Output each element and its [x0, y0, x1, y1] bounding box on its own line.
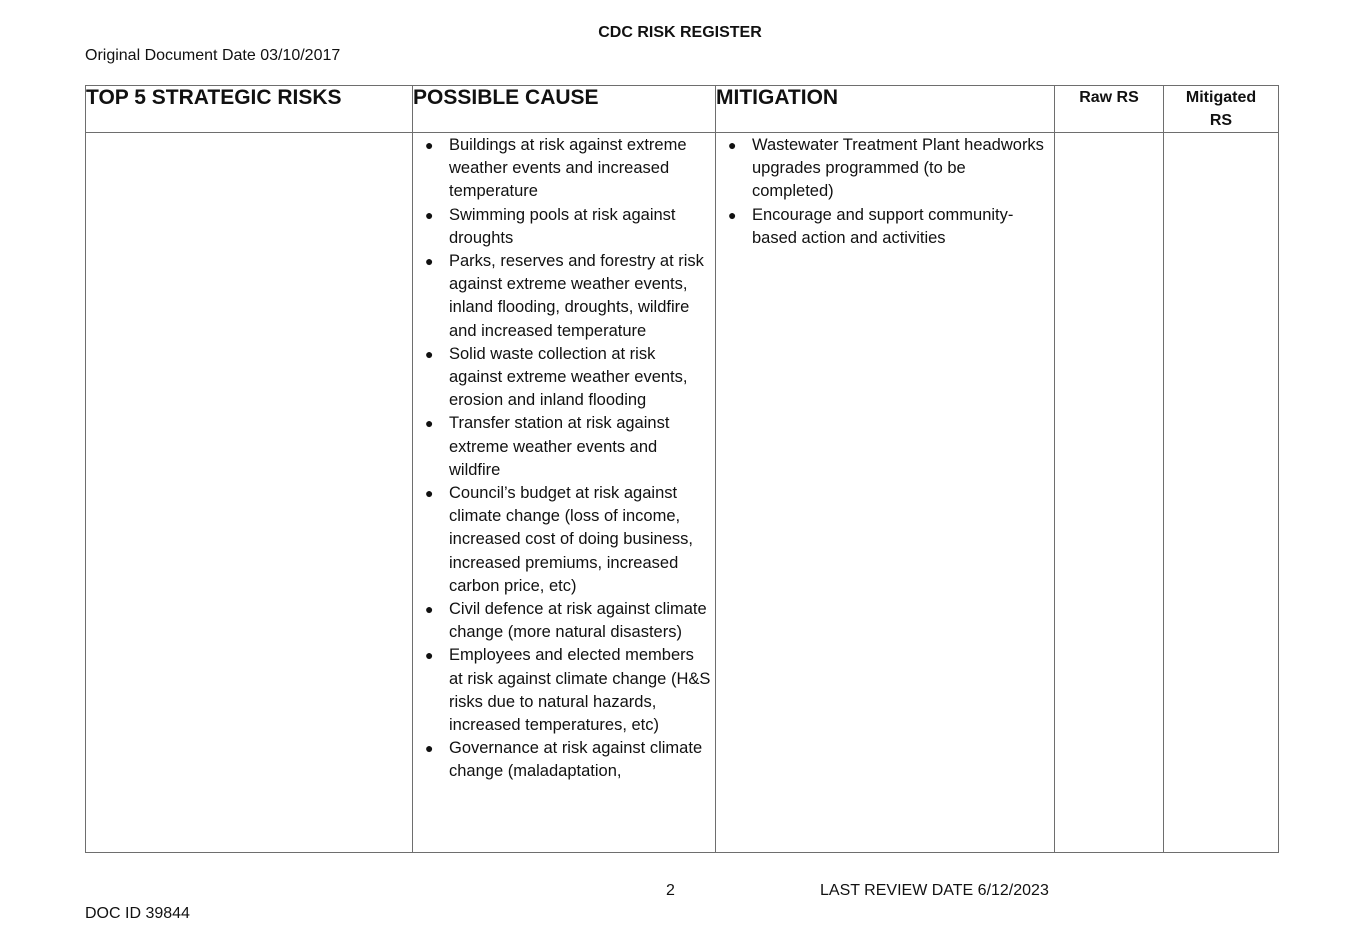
list-item	[421, 134, 711, 204]
mitigation-text: Encourage and support community-based action and activities	[752, 205, 1014, 247]
list-item	[421, 598, 711, 644]
header-mitigated-rs-line1: Mitigated	[1185, 89, 1257, 106]
bullet-icon: ●	[425, 601, 434, 618]
bullet-icon: ●	[728, 137, 737, 153]
bullet-icon: ●	[425, 740, 434, 757]
header-possible-cause: POSSIBLE CAUSE	[413, 86, 716, 133]
document-title: CDC RISK REGISTER	[598, 24, 762, 41]
mitigated-rs-cell	[1164, 133, 1279, 853]
list-item	[421, 204, 711, 250]
possible-cause-cell	[413, 133, 716, 853]
cause-text: Employees and elected members at risk against climate change (H&S risks due to natural hazards, increased temperatures, etc)	[449, 646, 711, 735]
bullet-icon: ●	[425, 206, 434, 223]
cause-text: Transfer station at risk against extreme weather events and wildfire	[449, 414, 670, 479]
header-strategic-risks: TOP 5 STRATEGIC RISKS	[86, 86, 413, 133]
list-item	[724, 134, 1050, 204]
list-item	[421, 737, 711, 783]
list-item	[421, 412, 711, 482]
mitigation-list	[716, 133, 1054, 250]
cause-list	[413, 133, 715, 784]
list-item	[421, 482, 711, 598]
header-raw-rs: Raw RS	[1055, 86, 1164, 133]
header-mitigated-rs	[1164, 86, 1279, 133]
bullet-icon: ●	[728, 206, 737, 223]
page-number: 2	[666, 882, 675, 899]
cause-text: Civil defence at risk against climate change (more natural disasters)	[449, 600, 707, 642]
bullet-icon: ●	[425, 137, 434, 153]
cause-text: Solid waste collection at risk against extreme weather events, erosion and inland flooding	[449, 344, 688, 410]
cause-text: Swimming pools at risk against droughts	[449, 205, 676, 247]
list-item	[421, 644, 711, 737]
header-mitigation: MITIGATION	[716, 86, 1055, 133]
bullet-icon: ●	[425, 647, 434, 664]
list-item	[421, 250, 711, 343]
original-document-date: Original Document Date 03/10/2017	[85, 47, 341, 64]
header-mitigated-rs-line2: RS	[1209, 112, 1233, 129]
cause-text: Parks, reserves and forestry at risk against extreme weather events, inland flooding, droughts, wildfire and increased temperature	[449, 252, 704, 340]
list-item	[724, 204, 1050, 250]
cause-text: Buildings at risk against extreme weather events and increased temperature	[449, 136, 687, 201]
cause-text: Council’s budget at risk against climate change (loss of income, increased cost of doing business, increased premiums, increased carbon price, etc)	[449, 484, 693, 595]
bullet-icon: ●	[425, 485, 434, 502]
doc-id: DOC ID 39844	[85, 905, 190, 922]
last-review-date: LAST REVIEW DATE 6/12/2023	[820, 882, 1049, 899]
bullet-icon: ●	[425, 345, 434, 362]
strategic-risks-cell	[86, 133, 413, 853]
raw-rs-cell	[1055, 133, 1164, 853]
table-row	[86, 133, 1279, 853]
table-header-row	[86, 86, 1279, 133]
list-item	[421, 343, 711, 413]
bullet-icon: ●	[425, 415, 434, 432]
bullet-icon: ●	[425, 253, 434, 270]
risk-register-table	[85, 85, 1279, 853]
cause-text: Governance at risk against climate change (maladaptation,	[449, 739, 703, 781]
mitigation-cell	[716, 133, 1055, 853]
mitigation-text: Wastewater Treatment Plant headworks upgrades programmed (to be completed)	[752, 136, 1044, 201]
